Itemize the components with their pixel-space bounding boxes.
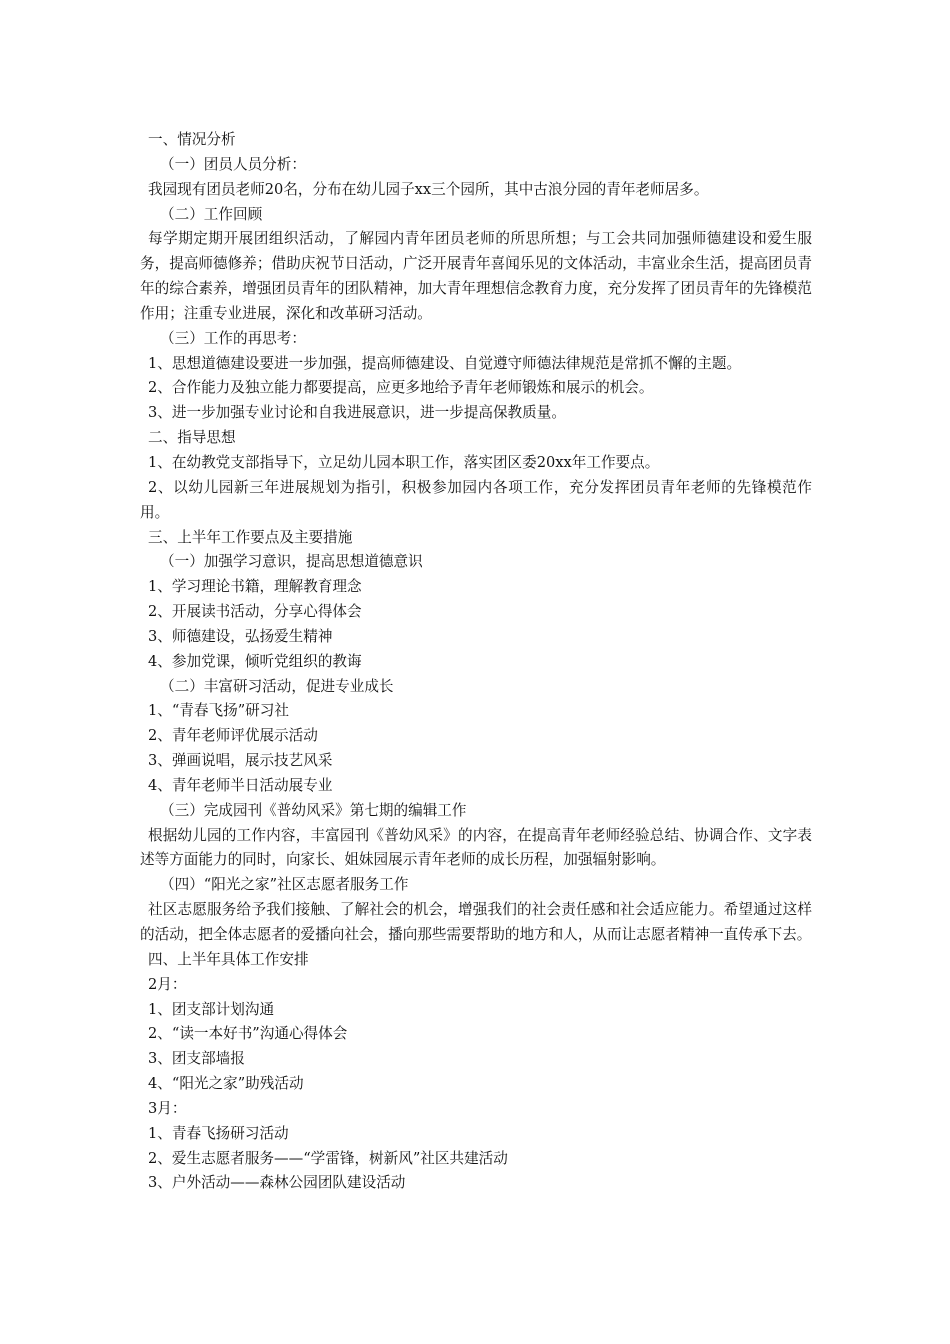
section-heading: 一、情况分析: [148, 131, 236, 148]
document-body: [140, 128, 812, 1196]
list-item: 3、团支部墙报: [148, 1050, 245, 1068]
subsection-heading: （三）工作的再思考：: [160, 329, 306, 347]
section-heading: 四、上半年具体工作安排: [148, 950, 309, 968]
list-item: 4、青年老师半日活动展专业: [148, 776, 333, 794]
list-item: 1、在幼教党支部指导下，立足幼儿园本职工作，落实团区委20xx年工作要点。: [148, 453, 660, 471]
list-item: 1、思想道德建设要进一步加强，提高师德建设、自觉遵守师德法律规范是常抓不懈的主题。: [148, 354, 742, 372]
list-item: 4、“阳光之家”助残活动: [148, 1075, 304, 1093]
list-item: 4、参加党课，倾听党组织的教诲: [148, 652, 362, 670]
paragraph: 我园现有团员老师20名，分布在幼儿园子xx三个园所，其中古浪分园的青年老师居多。: [148, 180, 709, 198]
list-item: 3、弹画说唱，展示技艺风采: [148, 752, 333, 770]
subsection-heading: （二）工作回顾: [160, 205, 263, 223]
section-heading: 二、指导思想: [148, 429, 236, 447]
list-item: 3、师德建设，弘扬爱生精神: [148, 627, 333, 645]
subsection-heading: （三）完成园刊《普幼风采》第七期的编辑工作: [160, 801, 467, 819]
list-item: 3、进一步加强专业讨论和自我进展意识，进一步提高保教质量。: [148, 404, 566, 422]
subsection-heading: （四）“阳光之家”社区志愿者服务工作: [160, 876, 409, 894]
list-item: 2、合作能力及独立能力都要提高，应更多地给予青年老师锻炼和展示的机会。: [148, 379, 654, 397]
paragraph: 根据幼儿园的工作内容，丰富园刊《普幼风采》的内容，在提高青年老师经验总结、协调合作、文字表述等方面能力的同时，向家长、姐妹园展示青年老师的成长历程，加强辐射影响。: [140, 826, 812, 869]
list-item: 2、青年老师评优展示活动: [148, 727, 318, 745]
subsection-heading: （一）加强学习意识，提高思想道德意识: [160, 553, 423, 571]
list-item: 1、学习理论书籍，理解教育理念: [148, 578, 362, 596]
paragraph: 2、以幼儿园新三年进展规划为指引，积极参加园内各项工作，充分发挥团员青年老师的先锋模范作用。: [140, 478, 812, 521]
section-heading: 三、上半年工作要点及主要措施: [148, 528, 353, 546]
subsection-heading: （一）团员人员分析：: [160, 155, 306, 173]
subsection-heading: （二）丰富研习活动，促进专业成长: [160, 677, 394, 695]
list-item: 3、户外活动——森林公园团队建设活动: [148, 1174, 406, 1192]
paragraph: 社区志愿服务给予我们接触、了解社会的机会，增强我们的社会责任感和社会适应能力。希望通过这样的活动，把全体志愿者的爱播向社会，播向那些需要帮助的地方和人，从而让志愿者精神一直传承下去。: [140, 901, 812, 943]
list-item: 1、团支部计划沟通: [148, 1000, 275, 1018]
list-item: 2、“读一本好书”沟通心得体会: [148, 1025, 348, 1043]
list-item: 1、青春飞扬研习活动: [148, 1124, 289, 1142]
list-item: 2、爱生志愿者服务——“学雷锋，树新风”社区共建活动: [148, 1149, 508, 1167]
paragraph: 每学期定期开展团组织活动，了解园内青年团员老师的所思所想；与工会共同加强师德建设和爱生服务，提高师德修养；借助庆祝节日活动，广泛开展青年喜闻乐见的文体活动，丰富业余生活，提高团员青年的综合素养，增强团员青年的团队精神，加大青年理想信念教育力度，充分发挥了团员青年的先锋模范作用；注重专业进展，深化和改革研习活动。: [140, 230, 812, 322]
month-heading: 3月：: [148, 1099, 187, 1117]
list-item: 2、开展读书活动，分享心得体会: [148, 603, 362, 621]
month-heading: 2月：: [148, 975, 187, 993]
list-item: 1、“青春飞扬”研习社: [148, 702, 289, 720]
